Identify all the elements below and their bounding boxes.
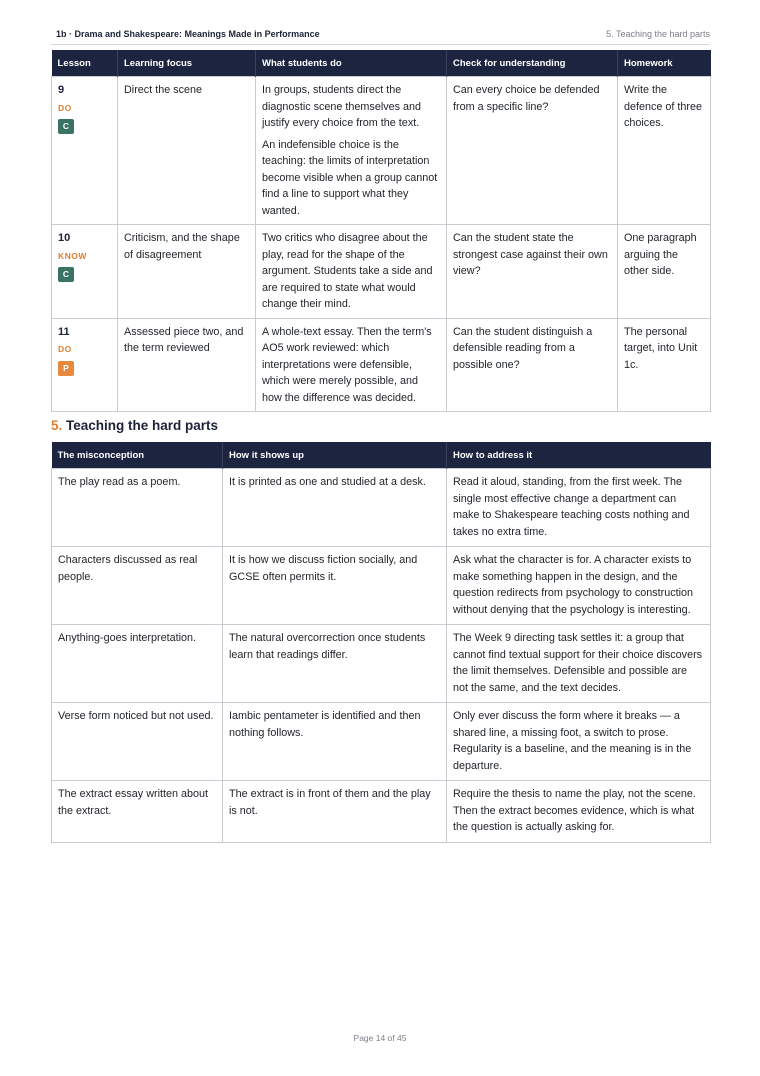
page-number: Page 14 of 45: [353, 1033, 407, 1043]
lesson-cell: [52, 77, 118, 225]
learning-focus-cell: Direct the scene: [118, 77, 256, 225]
misconception-cell: The play read as a poem.: [52, 469, 223, 547]
activity-paragraph: Two critics who disagree about the play, read for the shape of the argument. Students take a side and are required to state what would change their mind.: [262, 232, 433, 310]
document-title: 1b · Drama and Shakespeare: Meanings Made in Performance: [56, 29, 320, 39]
activity-cell: [256, 318, 447, 412]
column-header-lesson: Lesson: [52, 50, 118, 77]
lesson-badge: C: [58, 267, 74, 282]
column-header-learning-focus: Learning focus: [118, 50, 256, 77]
lesson-badge: P: [58, 361, 74, 376]
learning-focus-cell: Assessed piece two, and the term reviewed: [118, 318, 256, 412]
shows-up-cell: It is how we discuss fiction socially, and GCSE often permits it.: [223, 547, 447, 625]
activity-paragraph: A whole-text essay. Then the term's AO5 work reviewed: which interpretations were defensible, which were merely possible, and how the difference was decided.: [262, 325, 432, 404]
check-cell: Can the student state the strongest case against their own view?: [447, 225, 618, 319]
running-header: [51, 28, 710, 45]
misconceptions-table: [51, 442, 711, 843]
lesson-number: 10: [58, 232, 71, 244]
homework-cell: Write the defence of three choices.: [618, 77, 711, 225]
learning-focus-cell: Criticism, and the shape of disagreement: [118, 225, 256, 319]
running-section-title: 5. Teaching the hard parts: [606, 29, 710, 39]
lesson-badge: C: [58, 119, 74, 134]
activity-cell: [256, 225, 447, 319]
shows-up-cell: Iambic pentameter is identified and then nothing follows.: [223, 703, 447, 781]
homework-cell: The personal target, into Unit 1c.: [618, 318, 711, 412]
column-header-check-for-understanding: Check for understanding: [447, 50, 618, 77]
misconception-cell: Anything-goes interpretation.: [52, 625, 223, 703]
shows-up-cell: It is printed as one and studied at a desk.: [223, 469, 447, 547]
lesson-row: [52, 318, 711, 412]
misconception-row: [52, 625, 711, 703]
activity-cell: [256, 77, 447, 225]
activity-paragraph: In groups, students direct the diagnostic scene themselves and justify every choice from the text.: [262, 84, 422, 129]
lesson-mode-label: DO: [58, 344, 72, 354]
shows-up-cell: The natural overcorrection once students learn that readings differ.: [223, 625, 447, 703]
lesson-number: 11: [58, 325, 70, 338]
lesson-cell: [52, 225, 118, 319]
misconception-row: [52, 469, 711, 547]
lesson-mode-label: KNOW: [58, 250, 87, 261]
activity-paragraph: An indefensible choice is the teaching: the limits of interpretation become visible when a group cannot find a line to support what they wanted.: [262, 138, 438, 217]
check-cell: Can every choice be defended from a specific line?: [447, 77, 618, 225]
lesson-mode-label: DO: [58, 102, 72, 113]
lesson-row: [52, 77, 711, 225]
homework-cell: One paragraph arguing the other side.: [618, 225, 711, 319]
section-number: 5.: [51, 418, 63, 433]
lesson-table-header-row: [52, 50, 711, 77]
misconception-row: [52, 547, 711, 625]
lesson-plan-table: [51, 50, 711, 412]
section-title: Teaching the hard parts: [66, 418, 219, 433]
lesson-number: 9: [58, 84, 65, 96]
address-cell: Read it aloud, standing, from the first week. The single most effective change a department can make to Shakespeare teaching costs nothing and takes no extra time.: [447, 469, 711, 547]
section-heading: [51, 418, 218, 433]
misconception-cell: Characters discussed as real people.: [52, 547, 223, 625]
column-header-how-it-shows-up: How it shows up: [223, 442, 447, 469]
misconception-cell: The extract essay written about the extract.: [52, 781, 223, 843]
lesson-cell: [52, 318, 118, 412]
address-cell: Require the thesis to name the play, not the scene. Then the extract becomes evidence, which is what the question is actually asking for.: [447, 781, 711, 843]
address-cell: Only ever discuss the form where it breaks — a shared line, a missing foot, a switch to prose. Regularity is a baseline, and the meaning is in the departure.: [447, 703, 711, 781]
misconception-row: [52, 703, 711, 781]
column-header-misconception: The misconception: [52, 442, 223, 469]
shows-up-cell: The extract is in front of them and the play is not.: [223, 781, 447, 843]
check-cell: Can the student distinguish a defensible reading from a possible one?: [447, 318, 618, 412]
column-header-what-students-do: What students do: [256, 50, 447, 77]
column-header-how-to-address: How to address it: [447, 442, 711, 469]
column-header-homework: Homework: [618, 50, 711, 77]
address-cell: The Week 9 directing task settles it: a group that cannot find textual support for their choice discovers the limit themselves. Defensible and possible are not the same, and the text decides.: [447, 625, 711, 703]
lesson-row: [52, 225, 711, 319]
address-cell: Ask what the character is for. A character exists to make something happen in the design, and the question redirects from psychology to construction without denying that the psychology is interesting.: [447, 547, 711, 625]
misconceptions-header-row: [52, 442, 711, 469]
misconception-cell: Verse form noticed but not used.: [52, 703, 223, 781]
misconception-row: [52, 781, 711, 843]
